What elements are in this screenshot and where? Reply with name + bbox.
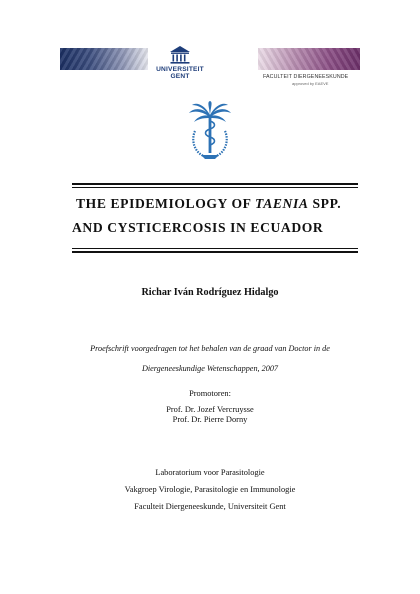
faculty-name: FACULTEIT DIERGENEESKUNDE — [263, 74, 349, 80]
promotor-name: Prof. Dr. Jozef Vercruysse — [166, 405, 254, 414]
faculty-approval: approved by EAEVE — [292, 81, 329, 86]
thesis-statement-line-2: Diergeneeskundige Wetenschappen, 2007 — [141, 364, 279, 373]
title-line-2: AND CYSTICERCOSIS IN ECUADOR — [72, 220, 324, 235]
title-genus: TAENIA — [255, 196, 309, 211]
palm-tree-institute-seal-icon — [187, 101, 233, 163]
title-line-1-prefix: THE EPIDEMIOLOGY OF — [76, 196, 256, 211]
affiliation-department: Vakgroep Virologie, Parasitologie en Immunologie — [124, 485, 296, 494]
title-line-1-suffix: SPP. — [308, 196, 342, 211]
banner-photo-right — [258, 48, 360, 70]
title-rule-bottom-thick — [72, 251, 358, 253]
title-rule-bottom-thin — [72, 248, 358, 249]
university-building-icon — [169, 45, 191, 65]
header-banner — [60, 44, 360, 94]
banner-photo-left — [60, 48, 148, 70]
affiliation-faculty: Faculteit Diergeneeskunde, Universiteit Gent — [134, 502, 286, 511]
promotor-name: Prof. Dr. Pierre Dorny — [172, 415, 248, 424]
ugent-logo — [152, 44, 208, 94]
thesis-statement-line-1: Proefschrift voorgedragen tot het behalen van de graad van Doctor in de — [90, 344, 330, 353]
promotors-label: Promotoren: — [189, 389, 231, 398]
ugent-name-line2: GENT — [170, 73, 190, 80]
affiliation-laboratory: Laboratorium voor Parasitologie — [155, 468, 265, 477]
author-name: Richar Iván Rodríguez Hidalgo — [141, 287, 279, 298]
title-rule-top-thin — [72, 187, 358, 188]
ugent-name-line1: UNIVERSITEIT — [156, 66, 204, 73]
title-line-1 — [72, 194, 358, 214]
title-rule-top-thick — [72, 183, 358, 185]
thesis-title — [72, 194, 358, 238]
